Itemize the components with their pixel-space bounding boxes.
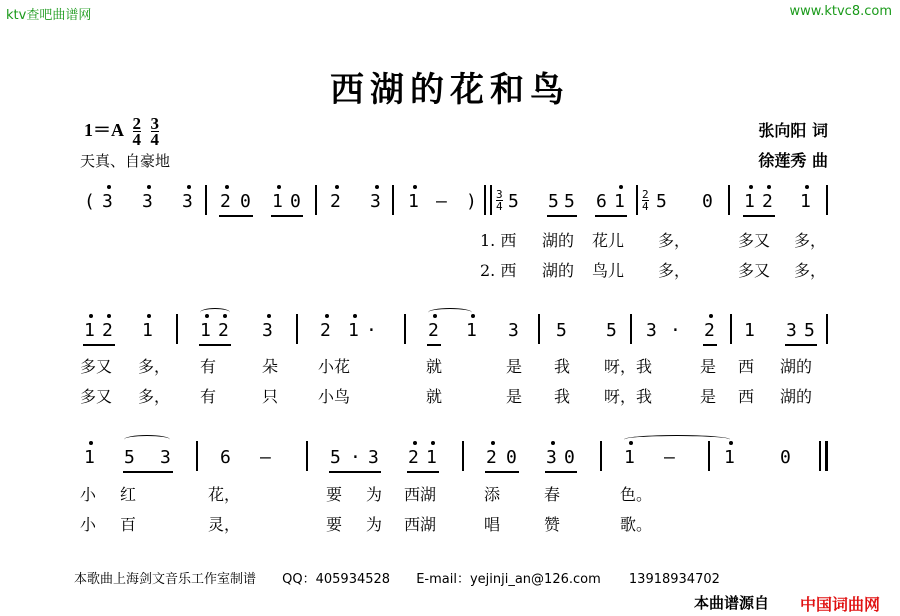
note: ( bbox=[84, 191, 95, 212]
note: 5 bbox=[564, 191, 575, 212]
note: 5 bbox=[508, 191, 519, 212]
note: 3 bbox=[262, 320, 273, 341]
song-title: 西湖的花和鸟 bbox=[330, 70, 570, 110]
note: 6 bbox=[596, 191, 607, 212]
note: ) bbox=[466, 191, 477, 212]
note: 5 bbox=[124, 447, 135, 468]
time-signature-2: $\frac{3}{4}$ bbox=[150, 114, 160, 150]
note: 2 bbox=[320, 320, 331, 341]
note: 1 bbox=[408, 191, 419, 212]
note: 3 bbox=[368, 447, 379, 468]
note: 3 bbox=[102, 191, 113, 212]
note: 2 bbox=[428, 320, 439, 341]
note: 1 bbox=[614, 191, 625, 212]
score-line-1 bbox=[0, 187, 900, 217]
note: 6 bbox=[220, 447, 231, 468]
note: 3 bbox=[646, 320, 657, 341]
note: 0 bbox=[240, 191, 251, 212]
email-contact: E-mail：yejinji_an@126.com bbox=[416, 572, 601, 587]
key-signature: 1＝A $\frac{2}{4}$ $\frac{3}{4}$ bbox=[84, 114, 160, 150]
phone-contact: 13918934702 bbox=[628, 572, 720, 587]
note: 1 bbox=[624, 447, 635, 468]
note: 1 bbox=[426, 447, 437, 468]
composer-credit: 徐莲秀 曲 bbox=[758, 151, 828, 170]
note: – bbox=[436, 191, 447, 212]
note: · bbox=[350, 447, 361, 468]
note: 0 bbox=[780, 447, 791, 468]
note: – bbox=[260, 447, 271, 468]
note: – bbox=[664, 447, 675, 468]
note: 1 bbox=[724, 447, 735, 468]
note: 1 bbox=[348, 320, 359, 341]
note: · bbox=[670, 320, 681, 341]
note: 1 bbox=[200, 320, 211, 341]
note: 1 bbox=[272, 191, 283, 212]
score-line-3 bbox=[0, 443, 900, 473]
note: 2 bbox=[220, 191, 231, 212]
time-signature-change: $\frac{2}{4}$ bbox=[642, 188, 649, 213]
note: 3 bbox=[182, 191, 193, 212]
note: 1 bbox=[84, 447, 95, 468]
note: 0 bbox=[506, 447, 517, 468]
note: 2 bbox=[102, 320, 113, 341]
note: 0 bbox=[290, 191, 301, 212]
studio-credit: 本歌曲上海剑文音乐工作室制谱 bbox=[74, 572, 257, 587]
note: 3 bbox=[546, 447, 557, 468]
source-label: 本曲谱源自 bbox=[694, 594, 770, 612]
note: 1 bbox=[142, 320, 153, 341]
qq-contact: QQ：405934528 bbox=[282, 572, 391, 587]
note: 3 bbox=[786, 320, 797, 341]
note: 5 bbox=[548, 191, 559, 212]
note: 1 bbox=[800, 191, 811, 212]
note: 1 bbox=[84, 320, 95, 341]
note: 5 bbox=[330, 447, 341, 468]
note: 3 bbox=[142, 191, 153, 212]
note: 0 bbox=[564, 447, 575, 468]
source-site[interactable]: 中国词曲网 bbox=[800, 595, 881, 614]
note: 2 bbox=[704, 320, 715, 341]
site-name-left: ktv查吧曲谱网 bbox=[6, 8, 92, 23]
note: 0 bbox=[702, 191, 713, 212]
note: 1 bbox=[744, 191, 755, 212]
note: 3 bbox=[370, 191, 381, 212]
note: 2 bbox=[486, 447, 497, 468]
note: 5 bbox=[656, 191, 667, 212]
time-signature-1: $\frac{2}{4}$ bbox=[132, 114, 142, 150]
lyricist-credit: 张向阳 词 bbox=[758, 121, 828, 140]
note: 2 bbox=[330, 191, 341, 212]
tempo-marking: 天真、自豪地 bbox=[80, 152, 171, 170]
note: 1 bbox=[466, 320, 477, 341]
note: 1 bbox=[744, 320, 755, 341]
note: 2 bbox=[218, 320, 229, 341]
site-url-right: www.ktvc8.com bbox=[789, 4, 892, 19]
time-signature-change: $\frac{3}{4}$ bbox=[496, 188, 503, 213]
note: · bbox=[366, 320, 377, 341]
note: 2 bbox=[408, 447, 419, 468]
note: 5 bbox=[606, 320, 617, 341]
note: 5 bbox=[556, 320, 567, 341]
note: 3 bbox=[508, 320, 519, 341]
note: 2 bbox=[762, 191, 773, 212]
score-line-2 bbox=[0, 316, 900, 346]
note: 3 bbox=[160, 447, 171, 468]
footer-info bbox=[74, 568, 720, 587]
note: 5 bbox=[804, 320, 815, 341]
